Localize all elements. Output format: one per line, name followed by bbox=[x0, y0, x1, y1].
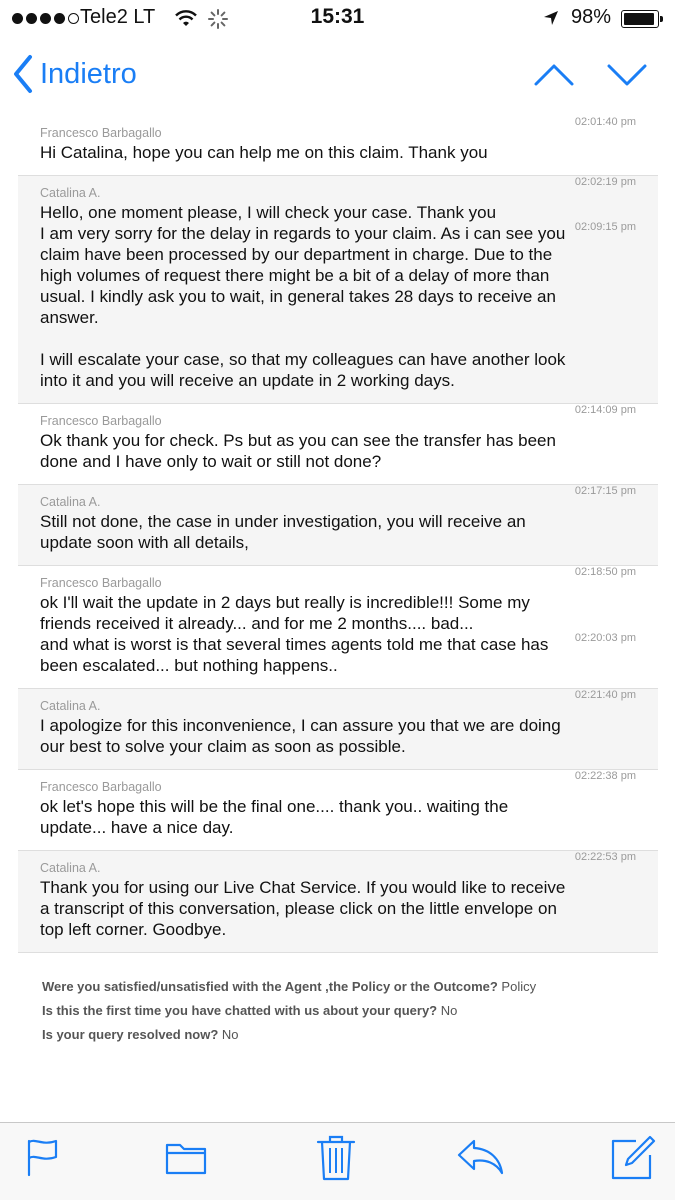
chat-message bbox=[18, 176, 658, 404]
message-timestamp: 02:01:40 pm bbox=[574, 116, 636, 128]
survey-row bbox=[42, 975, 634, 999]
survey-answer: No bbox=[440, 1003, 458, 1018]
survey-row bbox=[42, 1023, 634, 1047]
survey-section bbox=[18, 953, 658, 1047]
bottom-toolbar bbox=[0, 1122, 675, 1200]
message-sender: Francesco Barbagallo bbox=[40, 126, 162, 140]
next-message-button[interactable] bbox=[606, 62, 648, 88]
survey-question: Is this the first time you have chatted with us about your query? bbox=[42, 1003, 438, 1018]
survey-row bbox=[42, 999, 634, 1023]
message-text: Hello, one moment please, I will check your case. Thank you bbox=[40, 203, 497, 222]
chat-message bbox=[18, 689, 658, 770]
message-timestamp: 02:02:19 pm bbox=[574, 176, 636, 188]
reply-icon[interactable] bbox=[456, 1137, 504, 1177]
message-sender: Francesco Barbagallo bbox=[40, 780, 162, 794]
chat-message bbox=[18, 566, 658, 689]
compose-icon[interactable] bbox=[610, 1135, 656, 1181]
chat-message bbox=[18, 851, 658, 953]
chat-message bbox=[18, 485, 658, 566]
back-button-label: Indietro bbox=[40, 57, 137, 90]
message-timestamp: 02:20:03 pm bbox=[574, 632, 636, 644]
message-text: ok I'll wait the update in 2 days but really is incredible!!! Some my friends received it already... and for me 2 months.... bad... bbox=[40, 593, 530, 633]
survey-answer: Policy bbox=[501, 979, 537, 994]
battery-icon bbox=[621, 10, 659, 28]
message-timestamp: 02:17:15 pm bbox=[574, 485, 636, 497]
message-sender: Francesco Barbagallo bbox=[40, 576, 162, 590]
message-text: I am very sorry for the delay in regards to your claim. As i can see you claim have been processed by our department in charge. Due to the high volumes of request there might be a bit of a delay of more than usual. I kindly ask you to wait, in general takes 28 days to receive an answer. bbox=[40, 224, 566, 327]
chat-message bbox=[18, 770, 658, 851]
chevron-left-icon bbox=[12, 54, 34, 94]
message-text: ok let's hope this will be the final one.... thank you.. waiting the update... have a nice day. bbox=[40, 797, 509, 837]
clock: 15:31 bbox=[310, 5, 365, 28]
folder-icon[interactable] bbox=[164, 1137, 208, 1177]
battery-percentage: 98% bbox=[571, 6, 612, 28]
message-sender: Catalina A. bbox=[40, 699, 101, 713]
message-timestamp: 02:22:53 pm bbox=[574, 851, 636, 863]
message-text: Still not done, the case in under investigation, you will receive an update soon with all details, bbox=[40, 512, 526, 552]
message-timestamp: 02:09:15 pm bbox=[574, 221, 636, 233]
message-timestamp: 02:14:09 pm bbox=[574, 404, 636, 416]
flag-icon[interactable] bbox=[24, 1137, 60, 1177]
message-text: Ok thank you for check. Ps but as you can see the transfer has been done and I have only to wait or still not done? bbox=[40, 431, 556, 471]
survey-question: Is your query resolved now? bbox=[42, 1027, 219, 1042]
back-button[interactable] bbox=[12, 54, 137, 94]
survey-answer: No bbox=[221, 1027, 239, 1042]
message-text: I will escalate your case, so that my colleagues can have another look into it and you will receive an update in 2 working days. bbox=[40, 350, 566, 390]
survey-question: Were you satisfied/unsatisfied with the Agent ,the Policy or the Outcome? bbox=[42, 979, 498, 994]
message-text: Hi Catalina, hope you can help me on this claim. Thank you bbox=[40, 143, 488, 162]
message-text: I apologize for this inconvenience, I can assure you that we are doing our best to solve your claim as soon as possible. bbox=[40, 716, 561, 756]
previous-message-button[interactable] bbox=[533, 62, 575, 88]
message-timestamp: 02:18:50 pm bbox=[574, 566, 636, 578]
status-bar bbox=[0, 0, 675, 40]
message-timestamp: 02:22:38 pm bbox=[574, 770, 636, 782]
location-arrow-icon bbox=[542, 9, 560, 27]
message-sender: Catalina A. bbox=[40, 495, 101, 509]
message-text: and what is worst is that several times agents told me that case has been escalated... but nothing happens.. bbox=[40, 635, 549, 675]
trash-icon[interactable] bbox=[316, 1135, 356, 1181]
message-timestamp: 02:21:40 pm bbox=[574, 689, 636, 701]
chat-message bbox=[18, 116, 658, 176]
chat-message bbox=[18, 404, 658, 485]
carrier-name: Tele2 LT bbox=[80, 6, 156, 28]
message-sender: Catalina A. bbox=[40, 861, 101, 875]
email-body[interactable] bbox=[18, 116, 658, 1122]
message-text: Thank you for using our Live Chat Service. If you would like to receive a transcript of this conversation, please click on the little envelope on top left corner. Goodbye. bbox=[40, 878, 566, 939]
message-sender: Francesco Barbagallo bbox=[40, 414, 162, 428]
message-text bbox=[40, 328, 636, 349]
chat-transcript bbox=[18, 116, 658, 953]
message-sender: Catalina A. bbox=[40, 186, 101, 200]
navigation-bar bbox=[0, 40, 675, 116]
